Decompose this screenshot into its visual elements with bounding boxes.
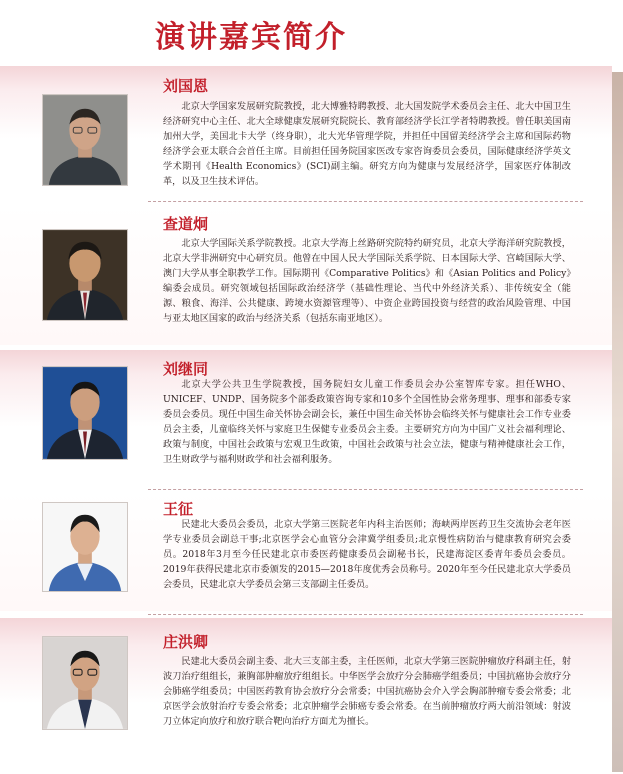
- speaker-name: 刘国恩: [163, 77, 209, 95]
- speaker-bio: 北京大学国际关系学院教授。北京大学海上丝路研究院特约研究员，北京大学海洋研究院教授，北京大学非洲研究中心研究员。他曾在中国人民大学国际关系学院、日本国际大学、宫崎国际大学、澳门大学从事全职教学工作。国际期刊《Comparative Politics》和《Asian Politics and Policy》编委会成员。研究领域包括国际政治经济学（基础性理论、当代中外经济关系）、非传统安全（能源、粮食、海洋、公共健康、跨境水资源管理等）、中资企业跨国投资与经营的政治风险管理、中国与亚太地区国家的政治与经济关系（包括东南亚地区）。: [163, 238, 571, 324]
- speaker-photo-zhuang-hongqing: [42, 636, 128, 730]
- speaker-bio: 北京大学公共卫生学院教授，国务院妇女儿童工作委员会办公室智库专家。担任WHO、UNICEF、UNDP、国务院多个部委政策咨询专家和10多个全国性协会常务理事、理事和部委专家委员会委员。现任中国生命关怀协会副会长，兼任中国生命关怀协会临终关怀与健康社会工作专业委员会主委，儿童临终关怀与家庭卫生保健专业委员会主委。主要研究方向为中国广义社会福利理论、政策与制度，中国社会政策与宏观卫生政策，中国社会政策与社会立法，健康与精神健康社会工作，卫生财政学与福利财政学和社会福利服务。: [163, 379, 571, 465]
- speaker-photo-liu-guoen: [42, 94, 128, 186]
- speaker-photo-liu-jitong: [42, 366, 128, 460]
- page-title: 演讲嘉宾简介: [155, 20, 347, 55]
- speaker-bio: 民建北大委员会副主委、北大三支部主委，主任医师，北京大学第三医院肿瘤放疗科副主任，射波刀治疗组组长，兼胸部肿瘤放疗组组长。中华医学会放疗分会肺癌学组委员；中国抗癌协会放疗分会肺癌学组委员；中国医药教育协会放疗分会常委；中国抗癌协会介入学会胸部肿瘤专委会常委；北京医学会放射治疗专委会常委；北京肿瘤学会肺癌专委会常委。在当前肿瘤放疗两大前沿领域：射波刀立体定向放疗和放疗联合靶向治疗方面尤为擅长。: [163, 656, 571, 727]
- portrait-icon: [43, 503, 127, 591]
- divider: [148, 614, 583, 615]
- speaker-photo-wang-zheng: [42, 502, 128, 592]
- portrait-icon: [43, 230, 127, 320]
- speaker-name: 刘继同: [163, 360, 209, 378]
- portrait-icon: [43, 95, 127, 185]
- portrait-icon: [43, 367, 127, 459]
- speaker-name: 庄洪卿: [163, 633, 209, 651]
- speaker-bio: 北京大学国家发展研究院教授，北大博雅特聘教授、北大国发院学术委员会主任、北大中国卫生经济研究中心主任、北大全球健康发展研究院院长、教育部经济学长江学者特聘教授。曾任职美国南加州大学，美国北卡大学（终身职），北大光华管理学院，并担任中国留美经济学会主席和国际药物经济学会亚太联合会首任主席。目前担任国务院国家医改专家咨询委员会委员，国际健康经济学英文学术期刊《Health Economics》(SCI)副主编。研究方向为健康与发展经济学，国家医疗体制改革，以及卫生技术评估。: [163, 101, 571, 187]
- right-edge-decoration: [612, 72, 623, 772]
- speaker-name: 王征: [163, 500, 194, 518]
- speaker-name: 查道炯: [163, 215, 209, 233]
- portrait-icon: [43, 637, 127, 729]
- divider: [148, 489, 583, 490]
- speaker-bio: 民建北大委员会委员，北京大学第三医院老年内科主治医师；海峡两岸医药卫生交流协会老年医学专业委员会副总干事;北京医学会心血管分会津冀学组委员;北京慢性病防治与健康教育研究会委员。2018年3月至今任民建北京市委医药健康委员会副秘书长，民建海淀区委青年委员会委员。2019年获得民建北京市委颁发的2015—2018年度优秀会员称号。2020年至今任民建北京大学委员会委员，民建北京大学委员会第三支部副主任委员。: [163, 519, 571, 590]
- divider: [148, 201, 583, 202]
- speaker-photo-zha-daojiong: [42, 229, 128, 321]
